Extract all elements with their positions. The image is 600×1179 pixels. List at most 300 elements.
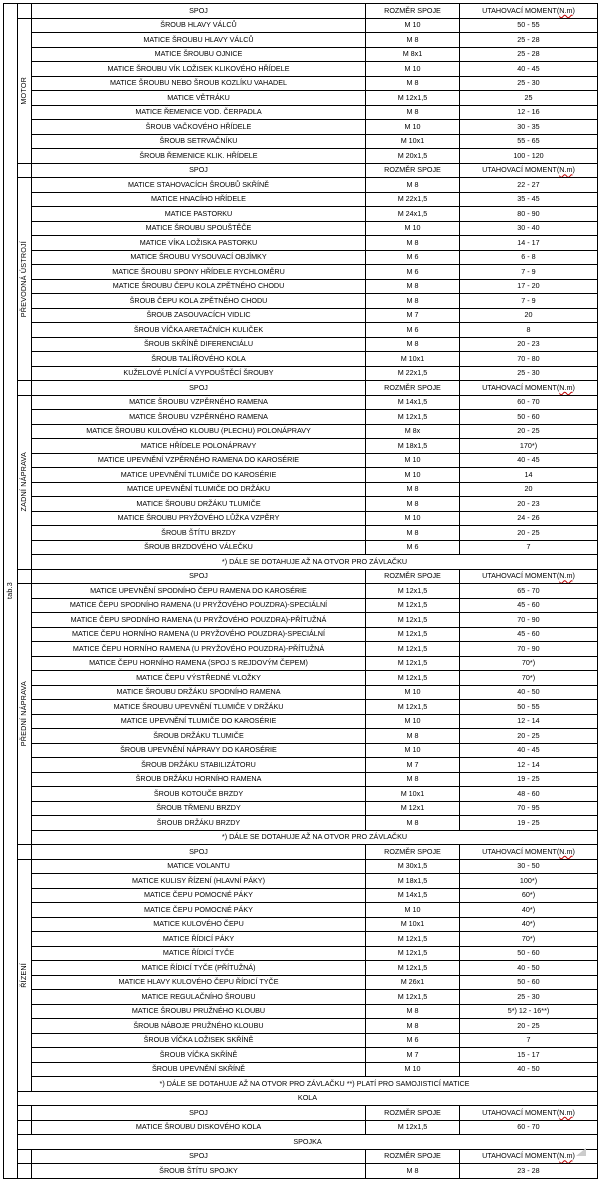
cell-moment: 50 - 60	[460, 946, 598, 961]
header-moment-unit: N.m	[559, 1107, 573, 1117]
cell-moment: 7 - 9	[460, 265, 598, 280]
cell-rozmer: M 8	[366, 105, 460, 120]
header-spoj: SPOJ	[32, 4, 366, 19]
header-row	[4, 1149, 598, 1164]
cell-rozmer: M 8	[366, 236, 460, 251]
group-label-cell	[18, 859, 32, 1091]
cell-moment: 19 - 25	[460, 772, 598, 787]
table-row	[4, 990, 598, 1005]
cell-rozmer: M 12x1	[366, 801, 460, 816]
cell-moment: 40 - 45	[460, 743, 598, 758]
table-row	[4, 975, 598, 990]
cell-moment: 25 - 30	[460, 990, 598, 1005]
cell-rozmer: M 10	[366, 62, 460, 77]
cell-rozmer: M 10x1	[366, 134, 460, 149]
header-rozmer: ROZMĚR SPOJE	[366, 381, 460, 396]
cell-spoj: MATICE ŠROUBU SPONY HŘÍDELE RYCHLOMĚRU	[32, 265, 366, 280]
table-row	[4, 439, 598, 454]
cell-moment: 25 - 30	[460, 366, 598, 381]
header-moment-unit: N.m	[559, 382, 573, 392]
cell-spoj: MATICE KULOVÉHO ČEPU	[32, 917, 366, 932]
cell-moment: 50 - 60	[460, 975, 598, 990]
cell-moment: 15 - 17	[460, 1048, 598, 1063]
cell-spoj: MATICE ČEPU SPODNÍHO RAMENA (U PRYŽOVÉHO POUZDRA)-PŘÍTUŽNÁ	[32, 613, 366, 628]
table-row	[4, 47, 598, 62]
cell-spoj: ŠROUB SETRVAČNÍKU	[32, 134, 366, 149]
cell-rozmer: M 12x1,5	[366, 946, 460, 961]
table-row	[4, 1019, 598, 1034]
header-moment: UTAHOVACÍ MOMENT(N.m)	[460, 569, 598, 584]
cell-rozmer: M 10	[366, 685, 460, 700]
cell-moment: 40*)	[460, 903, 598, 918]
cell-rozmer: M 8	[366, 772, 460, 787]
cell-rozmer: M 22x1,5	[366, 366, 460, 381]
header-moment: UTAHOVACÍ MOMENT(N.m)	[460, 1149, 598, 1164]
header-spoj: SPOJ	[32, 845, 366, 860]
group-label: ŘÍZENÍ	[19, 962, 28, 988]
cell-moment: 40 - 50	[460, 1062, 598, 1077]
cell-moment: 12 - 16	[460, 105, 598, 120]
cell-moment: 70*)	[460, 656, 598, 671]
table-row	[4, 76, 598, 91]
cell-rozmer: M 6	[366, 323, 460, 338]
cell-moment: 70*)	[460, 671, 598, 686]
table-row	[4, 1048, 598, 1063]
cell-spoj: MATICE ŠROUBU SPOUŠTĚČE	[32, 221, 366, 236]
cell-rozmer: M 10	[366, 453, 460, 468]
spojka-title: SPOJKA	[18, 1135, 598, 1150]
group-label: ZADNÍ NÁPRAVA	[19, 452, 28, 512]
table-row	[4, 540, 598, 555]
cell-spoj: ŠROUB UPEVNĚNÍ SKŘÍNĚ	[32, 1062, 366, 1077]
table-row	[4, 1164, 598, 1179]
cell-moment: 50 - 55	[460, 18, 598, 33]
cell-moment: 70 - 95	[460, 801, 598, 816]
table-row	[4, 816, 598, 831]
header-spoj: SPOJ	[32, 163, 366, 178]
table-row	[4, 482, 598, 497]
cell-moment: 24 - 26	[460, 511, 598, 526]
cell-spoj: MATICE ŠROUBU HLAVY VÁLCŮ	[32, 33, 366, 48]
cell-spoj: MATICE UPEVNĚNÍ VZPĚRNÉHO RAMENA DO KAROSÉRIE	[32, 453, 366, 468]
cell-rozmer: M 8	[366, 816, 460, 831]
cell-moment: 35 - 45	[460, 192, 598, 207]
header-rozmer: ROZMĚR SPOJE	[366, 4, 460, 19]
cell-rozmer: M 8	[366, 33, 460, 48]
cell-moment: 23 - 28	[460, 1164, 598, 1179]
cell-rozmer: M 10	[366, 468, 460, 483]
kola-title-row	[4, 1091, 598, 1106]
table-row	[4, 265, 598, 280]
cell-moment: 25 - 30	[460, 76, 598, 91]
header-rozmer: ROZMĚR SPOJE	[366, 845, 460, 860]
cell-rozmer: M 12x1,5	[366, 961, 460, 976]
table-row	[4, 729, 598, 744]
footnote-row	[4, 830, 598, 845]
cell-spoj: ŠROUB NÁBOJE PRUŽNÉHO KLOUBU	[32, 1019, 366, 1034]
cell-rozmer: M 7	[366, 1048, 460, 1063]
tab-label: tab.3	[5, 582, 14, 600]
cell-rozmer: M 14x1,5	[366, 395, 460, 410]
header-moment-unit: N.m	[559, 846, 573, 856]
cell-spoj: MATICE ŠROUBU DRŽÁKU SPODNÍHO RAMENA	[32, 685, 366, 700]
table-row	[4, 18, 598, 33]
cell-moment: 40*)	[460, 917, 598, 932]
table-row	[4, 352, 598, 367]
cell-spoj: ŠROUB DRŽÁKU TLUMIČE	[32, 729, 366, 744]
cell-moment: 12 - 14	[460, 714, 598, 729]
cell-spoj: MATICE PASTORKU	[32, 207, 366, 222]
cell-rozmer: M 8	[366, 1004, 460, 1019]
table-row	[4, 366, 598, 381]
table-row	[4, 917, 598, 932]
cell-spoj: ŠROUB TŘMENU BRZDY	[32, 801, 366, 816]
header-spoj: SPOJ	[32, 1106, 366, 1121]
cell-moment: 20 - 23	[460, 337, 598, 352]
table-row	[4, 758, 598, 773]
cell-moment: 50 - 55	[460, 700, 598, 715]
table-row	[4, 772, 598, 787]
header-moment: UTAHOVACÍ MOMENT(N.m)	[460, 381, 598, 396]
cell-spoj: ŠROUB ŠTÍTU BRZDY	[32, 526, 366, 541]
header-blank	[18, 845, 32, 860]
cell-spoj: MATICE ŠROUBU VYSOUVACÍ OBJÍMKY	[32, 250, 366, 265]
group-label: PŘEDNÍ NÁPRAVA	[19, 681, 28, 747]
cell-spoj: ŠROUB BRZDOVÉHO VÁLEČKU	[32, 540, 366, 555]
cell-spoj: MATICE ŘÍDICÍ TYČE	[32, 946, 366, 961]
cell-rozmer: M 8x	[366, 424, 460, 439]
header-row	[4, 845, 598, 860]
cell-moment: 19 - 25	[460, 816, 598, 831]
cell-rozmer: M 10	[366, 714, 460, 729]
header-blank	[18, 4, 32, 19]
cell-rozmer: M 10x1	[366, 787, 460, 802]
table-row	[4, 1062, 598, 1077]
cell-moment: 65 - 70	[460, 584, 598, 599]
cell-rozmer: M 30x1,5	[366, 859, 460, 874]
cell-moment: 60 - 70	[460, 1120, 598, 1135]
table-row	[4, 787, 598, 802]
cell-spoj: ŠROUB ČEPU KOLA ZPĚTNÉHO CHODU	[32, 294, 366, 309]
header-blank	[18, 1149, 32, 1164]
header-moment-unit: N.m	[559, 1151, 573, 1161]
table-row	[4, 120, 598, 135]
table-row	[4, 613, 598, 628]
group-label-cell	[18, 178, 32, 381]
cell-spoj: MATICE ŠROUBU DISKOVÉHO KOLA	[32, 1120, 366, 1135]
cell-rozmer: M 12x1,5	[366, 671, 460, 686]
header-moment-unit: N.m	[559, 571, 573, 581]
table-row	[4, 33, 598, 48]
cell-rozmer: M 8	[366, 1019, 460, 1034]
cell-rozmer: M 12x1,5	[366, 642, 460, 657]
cell-rozmer: M 22x1,5	[366, 192, 460, 207]
table-row	[4, 671, 598, 686]
footnote-row	[4, 555, 598, 570]
cell-rozmer: M 6	[366, 540, 460, 555]
blank-cell	[18, 1120, 32, 1135]
cell-spoj: ŠROUB ŘEMENICE KLIK. HŘÍDELE	[32, 149, 366, 164]
cell-spoj: MATICE VÍKA LOŽISKA PASTORKU	[32, 236, 366, 251]
table-row	[4, 410, 598, 425]
table-row	[4, 946, 598, 961]
table-row	[4, 294, 598, 309]
cell-spoj: MATICE ČEPU SPODNÍHO RAMENA (U PRYŽOVÉHO POUZDRA)-SPECIÁLNÍ	[32, 598, 366, 613]
spojka-title-row	[4, 1135, 598, 1150]
header-moment-unit: N.m	[559, 165, 573, 175]
cell-moment: 60*)	[460, 888, 598, 903]
cell-rozmer: M 10	[366, 511, 460, 526]
cell-spoj: MATICE STAHOVACÍCH ŠROUBŮ SKŘÍNĚ	[32, 178, 366, 193]
torque-table	[3, 3, 598, 1179]
cell-rozmer: M 8	[366, 76, 460, 91]
cell-moment: 55 - 65	[460, 134, 598, 149]
header-blank	[18, 569, 32, 584]
cell-moment: 20 - 23	[460, 497, 598, 512]
cell-spoj: KUŽELOVÉ PLNÍCÍ A VYPOUŠTĚCÍ ŠROUBY	[32, 366, 366, 381]
header-row	[4, 569, 598, 584]
cell-spoj: MATICE UPEVNĚNÍ TLUMIČE DO KAROSÉRIE	[32, 714, 366, 729]
cell-rozmer: M 10	[366, 18, 460, 33]
group-label-cell	[18, 584, 32, 845]
cell-spoj: ŠROUB KOTOUČE BRZDY	[32, 787, 366, 802]
footnote-row	[4, 1077, 598, 1092]
cell-moment: 7 - 9	[460, 294, 598, 309]
header-rozmer: ROZMĚR SPOJE	[366, 1106, 460, 1121]
header-blank	[18, 163, 32, 178]
cell-spoj: ŠROUB DRŽÁKU HORNÍHO RAMENA	[32, 772, 366, 787]
cell-rozmer: M 12x1,5	[366, 598, 460, 613]
cell-spoj: ŠROUB HLAVY VÁLCŮ	[32, 18, 366, 33]
cell-moment: 25 - 28	[460, 47, 598, 62]
cell-rozmer: M 6	[366, 1033, 460, 1048]
header-rozmer: ROZMĚR SPOJE	[366, 1149, 460, 1164]
cell-spoj: MATICE KULISY ŘÍZENÍ (HLAVNÍ PÁKY)	[32, 874, 366, 889]
cell-moment: 6 - 8	[460, 250, 598, 265]
table-row	[4, 903, 598, 918]
header-moment: UTAHOVACÍ MOMENT(N.m)	[460, 163, 598, 178]
cell-rozmer: M 12x1,5	[366, 91, 460, 106]
cell-spoj: ŠROUB VÍČKA LOŽISEK SKŘÍNĚ	[32, 1033, 366, 1048]
table-row	[4, 801, 598, 816]
table-row	[4, 424, 598, 439]
cell-rozmer: M 8	[366, 526, 460, 541]
cell-moment: 100 - 120	[460, 149, 598, 164]
table-row	[4, 859, 598, 874]
cell-spoj: MATICE ŠROUBU VÍK LOŽISEK KLIKOVÉHO HŘÍDELE	[32, 62, 366, 77]
table-row	[4, 685, 598, 700]
cell-spoj: MATICE ŘÍDICÍ PÁKY	[32, 932, 366, 947]
cell-moment: 40 - 50	[460, 961, 598, 976]
cell-rozmer: M 20x1,5	[366, 149, 460, 164]
cell-spoj: MATICE ŠROUBU ČEPU KOLA ZPĚTNÉHO CHODU	[32, 279, 366, 294]
cell-rozmer: M 18x1,5	[366, 439, 460, 454]
cell-spoj: MATICE ČEPU POMOCNÉ PÁKY	[32, 903, 366, 918]
table-row	[4, 642, 598, 657]
cell-spoj: MATICE HŘÍDELE POLONÁPRAVY	[32, 439, 366, 454]
cell-spoj: MATICE ŠROUBU NEBO ŠROUB KOZLÍKU VAHADEL	[32, 76, 366, 91]
cell-moment: 12 - 14	[460, 758, 598, 773]
cell-spoj: ŠROUB VÍČKA SKŘÍNĚ	[32, 1048, 366, 1063]
cell-rozmer: M 12x1,5	[366, 656, 460, 671]
cell-rozmer: M 12x1,5	[366, 700, 460, 715]
cell-spoj: MATICE HNACÍHO HŘÍDELE	[32, 192, 366, 207]
page-curl-icon	[576, 1148, 586, 1156]
cell-moment: 5*) 12 - 16**)	[460, 1004, 598, 1019]
cell-moment: 30 - 40	[460, 221, 598, 236]
cell-spoj: ŠROUB UPEVNĚNÍ NÁPRAVY DO KAROSÉRIE	[32, 743, 366, 758]
cell-rozmer: M 8	[366, 482, 460, 497]
cell-spoj: ŠROUB TALÍŘOVÉHO KOLA	[32, 352, 366, 367]
cell-spoj: MATICE ŠROUBU VZPĚRNÉHO RAMENA	[32, 410, 366, 425]
table-row	[4, 874, 598, 889]
table-row	[4, 526, 598, 541]
cell-rozmer: M 6	[366, 250, 460, 265]
cell-rozmer: M 10	[366, 1062, 460, 1077]
cell-moment: 70 - 90	[460, 642, 598, 657]
cell-spoj: ŠROUB DRŽÁKU BRZDY	[32, 816, 366, 831]
group-label: MOTOR	[19, 76, 28, 105]
cell-spoj: MATICE ŠROUBU PRUŽNÉHO KLOUBU	[32, 1004, 366, 1019]
table-row	[4, 323, 598, 338]
cell-rozmer: M 12x1,5	[366, 410, 460, 425]
table-row	[4, 207, 598, 222]
cell-rozmer: M 10x1	[366, 917, 460, 932]
cell-spoj: MATICE UPEVNĚNÍ TLUMIČE DO KAROSÉRIE	[32, 468, 366, 483]
cell-moment: 30 - 50	[460, 859, 598, 874]
cell-spoj: ŠROUB SKŘÍNĚ DIFERENCIÁLU	[32, 337, 366, 352]
table-row	[4, 584, 598, 599]
cell-spoj: MATICE ŠROUBU VZPĚRNÉHO RAMENA	[32, 395, 366, 410]
cell-spoj: MATICE ČEPU POMOCNÉ PÁKY	[32, 888, 366, 903]
cell-moment: 70*)	[460, 932, 598, 947]
cell-rozmer: M 10x1	[366, 352, 460, 367]
table-row	[4, 888, 598, 903]
cell-moment: 20 - 25	[460, 526, 598, 541]
cell-rozmer: M 14x1,5	[366, 888, 460, 903]
cell-spoj: ŠROUB ZASOUVACÍCH VIDLIC	[32, 308, 366, 323]
table-row	[4, 598, 598, 613]
cell-moment: 8	[460, 323, 598, 338]
table-row	[4, 932, 598, 947]
cell-rozmer: M 8	[366, 178, 460, 193]
cell-rozmer: M 7	[366, 308, 460, 323]
cell-spoj: MATICE ČEPU HORNÍHO RAMENA (SPOJ S REJDOVÝM ČEPEM)	[32, 656, 366, 671]
kola-title: KOLA	[18, 1091, 598, 1106]
table-row	[4, 62, 598, 77]
cell-moment: 20 - 25	[460, 1019, 598, 1034]
blank-cell	[18, 1164, 32, 1179]
header-spoj: SPOJ	[32, 1149, 366, 1164]
cell-rozmer: M 12x1,5	[366, 613, 460, 628]
table-row	[4, 453, 598, 468]
cell-rozmer: M 10	[366, 903, 460, 918]
table-row	[4, 337, 598, 352]
cell-moment: 50 - 60	[460, 410, 598, 425]
cell-rozmer: M 10	[366, 221, 460, 236]
table-row	[4, 627, 598, 642]
cell-moment: 20	[460, 482, 598, 497]
table-row	[4, 395, 598, 410]
cell-spoj: MATICE UPEVNĚNÍ SPODNÍHO ČEPU RAMENA DO KAROSÉRIE	[32, 584, 366, 599]
table-row	[4, 178, 598, 193]
table-row	[4, 192, 598, 207]
cell-rozmer: M 8	[366, 729, 460, 744]
footnote: *) DÁLE SE DOTAHUJE AŽ NA OTVOR PRO ZÁVLAČKU	[32, 555, 598, 570]
table-row	[4, 1004, 598, 1019]
cell-moment: 7	[460, 540, 598, 555]
header-moment-unit: N.m	[559, 5, 573, 15]
cell-moment: 20 - 25	[460, 424, 598, 439]
header-moment: UTAHOVACÍ MOMENT(N.m)	[460, 1106, 598, 1121]
cell-moment: 40 - 45	[460, 453, 598, 468]
cell-rozmer: M 8	[366, 337, 460, 352]
header-blank	[18, 381, 32, 396]
table-row	[4, 134, 598, 149]
cell-moment: 22 - 27	[460, 178, 598, 193]
header-rozmer: ROZMĚR SPOJE	[366, 569, 460, 584]
group-label-cell	[18, 395, 32, 569]
cell-spoj: MATICE ČEPU HORNÍHO RAMENA (U PRYŽOVÉHO POUZDRA)-PŘÍTUŽNÁ	[32, 642, 366, 657]
header-row	[4, 1106, 598, 1121]
cell-moment: 25 - 28	[460, 33, 598, 48]
cell-rozmer: M 8	[366, 279, 460, 294]
cell-moment: 100*)	[460, 874, 598, 889]
cell-moment: 40 - 50	[460, 685, 598, 700]
table-row	[4, 149, 598, 164]
table-row	[4, 221, 598, 236]
header-moment: UTAHOVACÍ MOMENT(N.m)	[460, 845, 598, 860]
footnote: *) DÁLE SE DOTAHUJE AŽ NA OTVOR PRO ZÁVLAČKU	[32, 830, 598, 845]
cell-rozmer: M 18x1,5	[366, 874, 460, 889]
cell-moment: 80 - 90	[460, 207, 598, 222]
cell-spoj: MATICE UPEVNĚNÍ TLUMIČE DO DRŽÁKU	[32, 482, 366, 497]
cell-moment: 170*)	[460, 439, 598, 454]
header-row	[4, 381, 598, 396]
cell-moment: 14 - 17	[460, 236, 598, 251]
header-row	[4, 163, 598, 178]
group-label: PŘEVODNÁ ÚSTROJÍ	[19, 240, 28, 318]
cell-rozmer: M 12x1,5	[366, 932, 460, 947]
table-row	[4, 743, 598, 758]
cell-rozmer: M 8	[366, 294, 460, 309]
table-row	[4, 468, 598, 483]
table-row	[4, 511, 598, 526]
cell-moment: 45 - 60	[460, 627, 598, 642]
cell-spoj: MATICE ŠROUBU UPEVNĚNÍ TLUMIČE V DRŽÁKU	[32, 700, 366, 715]
table-row	[4, 497, 598, 512]
header-moment: UTAHOVACÍ MOMENT(N.m)	[460, 4, 598, 19]
table-row	[4, 308, 598, 323]
cell-moment: 17 - 20	[460, 279, 598, 294]
table-row	[4, 279, 598, 294]
cell-rozmer: M 6	[366, 265, 460, 280]
group-label-cell	[18, 18, 32, 163]
cell-rozmer: M 8x1	[366, 47, 460, 62]
cell-spoj: MATICE ŠROUBU DRŽÁKU TLUMIČE	[32, 497, 366, 512]
table-row	[4, 961, 598, 976]
cell-spoj: MATICE ŠROUBU PRYŽOVÉHO LŮŽKA VZPĚRY	[32, 511, 366, 526]
cell-spoj: MATICE ŘÍDICÍ TYČE (PŘÍTUŽNÁ)	[32, 961, 366, 976]
cell-rozmer: M 24x1,5	[366, 207, 460, 222]
cell-spoj: MATICE VOLANTU	[32, 859, 366, 874]
cell-spoj: MATICE REGULAČNÍHO ŠROUBU	[32, 990, 366, 1005]
cell-spoj: MATICE VĚTRÁKU	[32, 91, 366, 106]
cell-spoj: MATICE ŠROUBU OJNICE	[32, 47, 366, 62]
table-row	[4, 1033, 598, 1048]
header-blank	[18, 1106, 32, 1121]
cell-rozmer: M 7	[366, 758, 460, 773]
